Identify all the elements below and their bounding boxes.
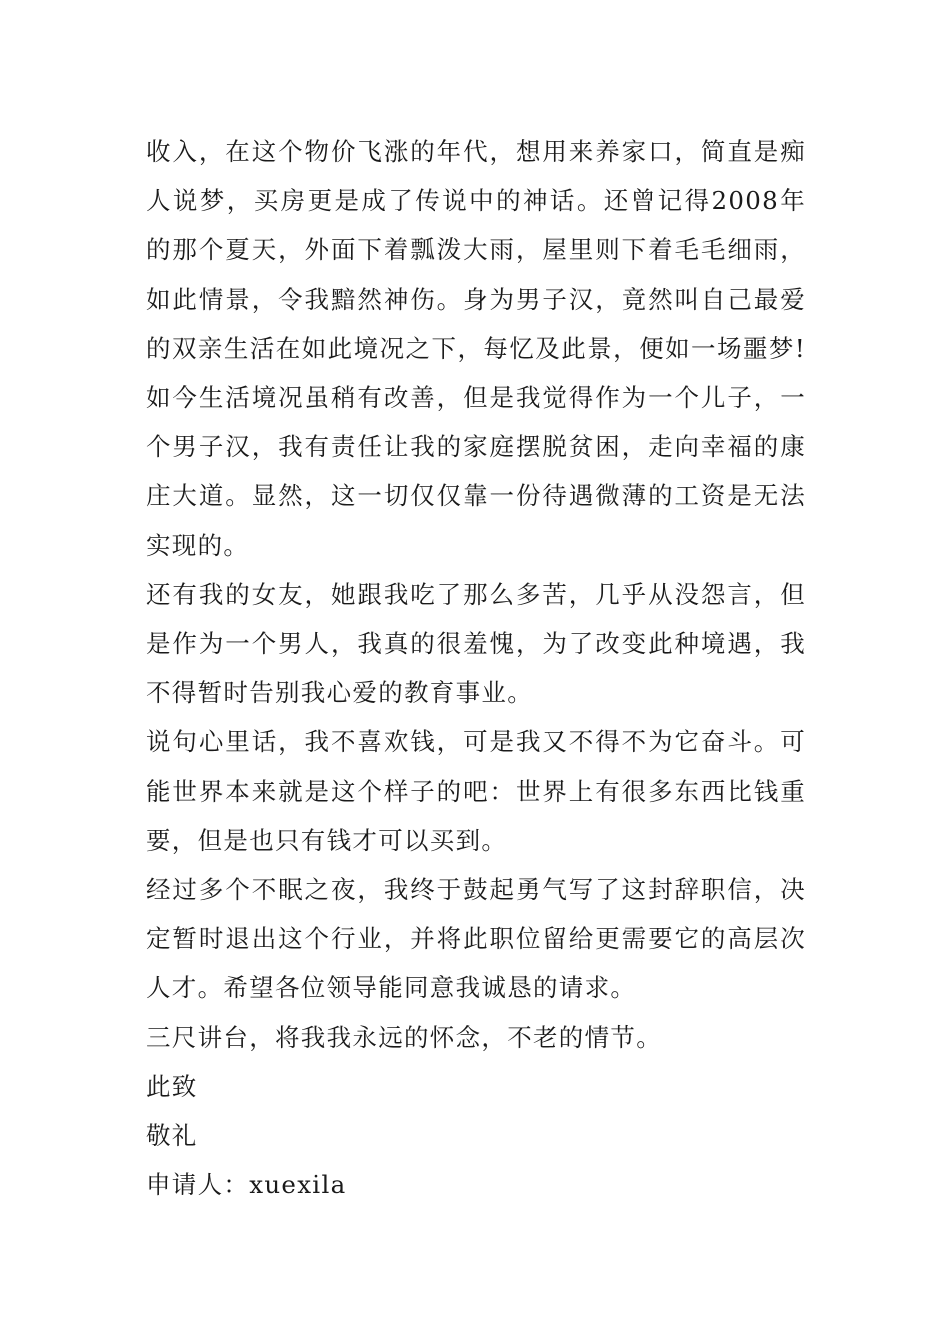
paragraph-resignation-decision: 经过多个不眠之夜，我终于鼓起勇气写了这封辞职信，决定暂时退出这个行业，并将此职位留给更需要它的高层次人才。希望各位领导能同意我诚恳的请求。: [146, 875, 806, 1003]
closing-salutation: 此致: [146, 1071, 198, 1101]
paragraph-farewell: 三尺讲台，将我我永远的怀念，不老的情节。: [146, 1022, 662, 1052]
paragraph-money: 说句心里话，我不喜欢钱，可是我又不得不为它奋斗。可能世界本来就是这个样子的吧：世界上有很多东西比钱重要，但是也只有钱才可以买到。: [146, 727, 806, 855]
paragraph-income-hardship: 收入，在这个物价飞涨的年代，想用来养家口，简直是痴人说梦，买房更是成了传说中的神话。还曾记得2008年的那个夏天，外面下着瓢泼大雨，屋里则下着毛毛细雨，如此情景，令我黯然神伤。身为男子汉，竟然叫自己最爱的双亲生活在如此境况之下，每忆及此景，便如一场噩梦!如今生活境况虽稍有改善，但是我觉得作为一个儿子，一个男子汉，我有责任让我的家庭摆脱贫困，走向幸福的康庄大道。显然，这一切仅仅靠一份待遇微薄的工资是无法实现的。: [146, 137, 806, 560]
letter-body: [146, 127, 806, 1209]
paragraph-girlfriend: 还有我的女友，她跟我吃了那么多苦，几乎从没怨言，但是作为一个男人，我真的很羞愧，为了改变此种境遇，我不得暂时告别我心爱的教育事业。: [146, 579, 806, 708]
closing-regards: 敬礼: [146, 1121, 198, 1151]
signature-line: 申请人：xuexila: [146, 1170, 347, 1200]
